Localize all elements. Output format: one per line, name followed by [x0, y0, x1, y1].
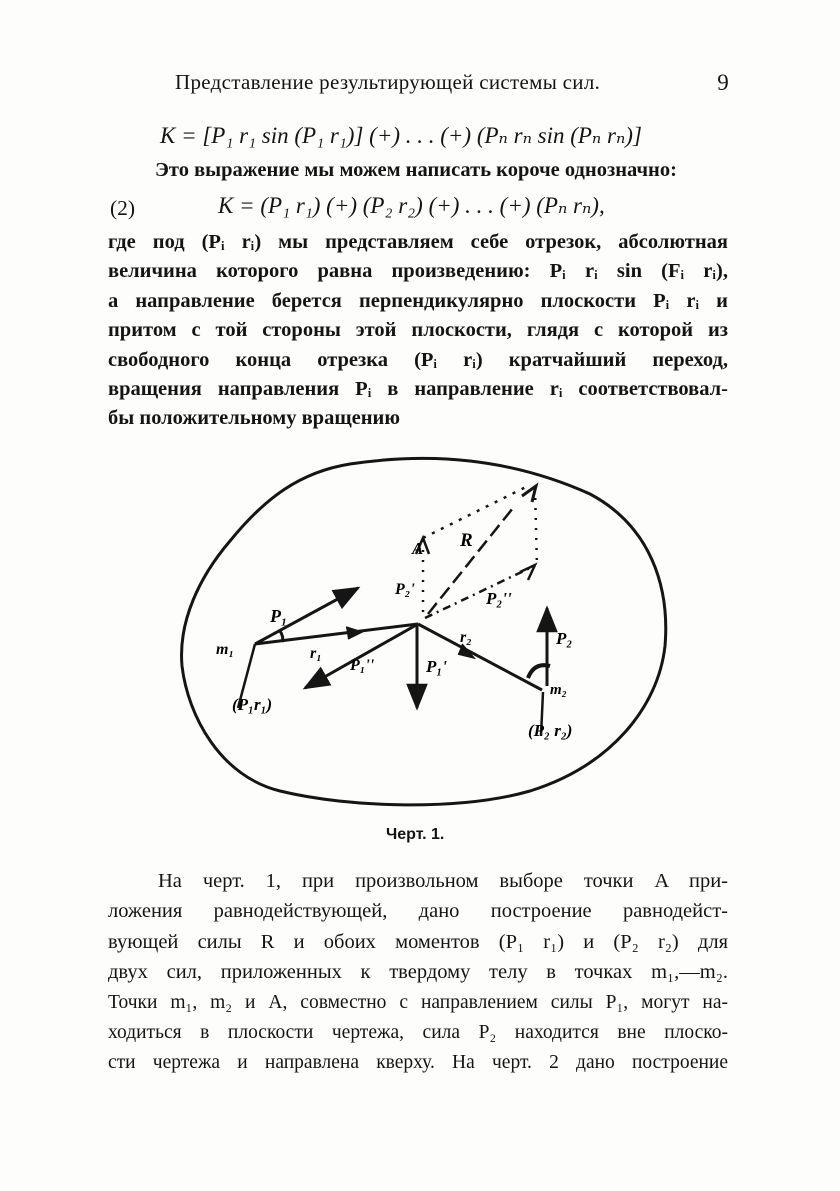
text-line: двух сил, приложенных к твердому телу в точках m₁,—m₂. — [108, 961, 728, 984]
dash-dot-bottom-edge — [425, 568, 530, 618]
text-line: а направление берется перпендикулярно плоскости Pᵢ rᵢ и — [108, 289, 728, 312]
text-line: величина которого равна произведению: Pᵢ rᵢ sin (Fᵢ rᵢ), — [108, 260, 728, 283]
label-R: R — [460, 530, 473, 551]
text-line: ходиться в плоскости чертежа, сила P₂ находится вне плоско- — [108, 1022, 728, 1044]
running-title: Представление результирующей системы сил. — [175, 70, 601, 94]
label-P1r1: (P₁r₁) — [232, 695, 273, 714]
arrowhead-r1 — [346, 627, 362, 639]
formula-moment-expanded: K = [P₁ r₁ sin (P₁ r₁)] (+) . . . (+) (Pₙ rₙ sin (Pₙ rₙ)] — [160, 123, 642, 148]
label-m2: m₂ — [550, 682, 567, 698]
label-A: A — [412, 539, 424, 558]
label-r1: r₁ — [310, 645, 322, 662]
paragraph-figure-description — [108, 866, 728, 1079]
label-P2r2: (P₂ r₂) — [528, 721, 573, 740]
force-P1dd-arrow — [305, 624, 418, 688]
dotted-right-vertical — [535, 488, 537, 568]
intro-sentence: Это выражение мы можем написать короче однозначно: — [155, 159, 677, 181]
radius-r1-line — [255, 624, 418, 644]
paragraph-definition — [108, 228, 728, 434]
label-P2p: P₂' — [395, 581, 415, 598]
text-line: притом с той стороны этой плоскости, глядя с которой из — [108, 319, 728, 342]
text-line: бы положительному вращению — [108, 407, 401, 430]
text-line: ложения равнодействующей, дано построение равнодейст- — [108, 900, 728, 923]
text-line: сти чертежа и направлена кверху. На черт. 2 дано построение — [108, 1052, 728, 1074]
text-line: свободного конца отрезка (Pᵢ rᵢ) кратчайший переход, — [108, 348, 728, 371]
figure-force-diagram — [170, 446, 680, 816]
running-header — [175, 70, 735, 95]
label-m1: m₁ — [216, 641, 235, 658]
label-P1p: P₁' — [426, 657, 448, 676]
label-P1dd: P₁'' — [350, 657, 375, 674]
rigid-body-outline — [182, 458, 666, 805]
page-number: 9 — [717, 70, 729, 95]
text-line: где под (Pᵢ rᵢ) мы представляем себе отрезок, абсолютная — [108, 231, 728, 253]
label-P2: P₂ — [556, 629, 573, 648]
label-P2dd: P₂'' — [486, 589, 512, 608]
text-line: Точки m₁, m₂ и A, совместно с направлением силы P₁, могут на- — [108, 991, 728, 1013]
text-line: вращения направления Pᵢ в направление rᵢ соответствовал- — [108, 378, 728, 401]
text-line: На черт. 1, при произвольном выборе точки A при- — [158, 870, 728, 892]
formula-moment-short: K = (P₁ r₁) (+) (P₂ r₂) (+) . . . (+) (Pₙ rₙ), — [218, 193, 605, 218]
label-r2: r₂ — [460, 629, 472, 646]
text-line: вующей силы R и обоих моментов (P₁ r₁) и (P₂ r₂) для — [108, 930, 728, 953]
label-P1: P₁ — [270, 606, 288, 626]
equation-number: (2) — [110, 196, 136, 220]
figure-caption: Черт. 1. — [386, 826, 445, 843]
dashed-top-edge — [423, 486, 528, 538]
